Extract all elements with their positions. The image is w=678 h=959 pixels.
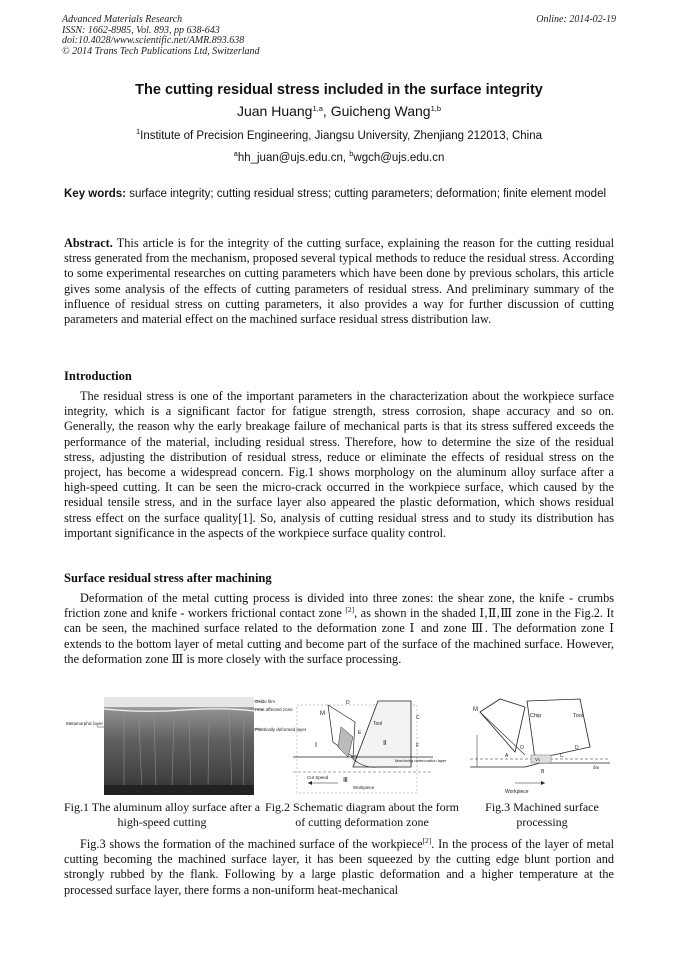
author-sep: , bbox=[322, 103, 331, 119]
affiliation bbox=[0, 127, 678, 142]
fig2-label-cut-speed: Cut Speed bbox=[307, 775, 329, 780]
copyright: © 2014 Trans Tech Publications Ltd, Switzerland bbox=[62, 45, 260, 57]
issn: ISSN: 1662-8985, Vol. 893, pp 638-643 bbox=[62, 24, 220, 36]
fig3-label-tool: Tool bbox=[573, 713, 584, 719]
author-2: Guicheng Wang bbox=[330, 103, 431, 119]
abstract-text: This article is for the integrity of the cutting surface, explaining the reason for the cutting residual stress generated from the mechanism, proposed several typical methods to reduce the residual stress. According to some experimental researches on cutting parameters which have been done by previous scholars, this article gives some analysis of the effects of cutting parameters of residual stress. And preliminary summary of the influence of residual stress on cutting parameters, it also provides a way for further discussion of cutting parameters and material effect on the machined surface residual stress distribution law. bbox=[64, 236, 614, 327]
journal-header bbox=[62, 15, 260, 57]
paper-title: The cutting residual stress included in the surface integrity bbox=[135, 82, 543, 98]
fig3-label-d: D bbox=[575, 745, 579, 751]
author-1-sup: 1,a bbox=[312, 104, 323, 113]
fig2-label-m: M bbox=[320, 711, 325, 717]
email-a: hh_juan@ujs.edu.cn bbox=[237, 152, 343, 164]
fig3-label-chip: Chip bbox=[530, 713, 542, 719]
fig2-zone-2: Ⅱ bbox=[383, 740, 387, 747]
figure-2-caption: Fig.2 Schematic diagram about the form of cutting deformation zone bbox=[265, 800, 459, 829]
author-1: Juan Huang bbox=[236, 103, 313, 119]
email-b-sup: b bbox=[349, 149, 354, 158]
fig3-label-b: B bbox=[541, 769, 545, 775]
fig2-label-d: D bbox=[346, 700, 350, 706]
intro-heading: Introduction bbox=[64, 369, 132, 383]
online-date: Online: 2014-02-19 bbox=[536, 14, 616, 25]
fig2-zone-1: Ⅰ bbox=[315, 742, 318, 749]
figure-3-caption: Fig.3 Machined surface processing bbox=[485, 800, 599, 829]
fig2-label-e: E bbox=[358, 730, 362, 736]
section-paragraph bbox=[64, 591, 614, 667]
intro-paragraph: The residual stress is one of the important parameters in the characterization about the workpiece surface integrity, which is a significant factor for fatigue strength, stress corrosion, shape accuracy and so on. Generally, the reason why the early breakage failure of mechanical parts is that its stress suffered exceeds the performance of the material, including residual stress. Therefore, how to determine the size of the residual stress, adjusting the distribution of residual stress, reduce or eliminate the effects of residual stress on the project, has become a widespread concern. Fig.1 shows morphology on the aluminum alloy surface after a high-speed cutting. It can be seen the micro-crack occurred in the workpiece surface, which caused by the residual tensile stress, and in the surface layer also appeared the plastic deformation, which shows residual stress effect on the surface quality[1]. So, analysis of cutting residual stress and to study its distribution has important significance in the aspects of the workpiece surface quality control. bbox=[64, 389, 614, 540]
section-text-2: , as shown in the shaded Ⅰ,Ⅱ,Ⅲ zone in the Fig.2. It can be seen, the machined surface related to the deformation zone Ⅰ and zone Ⅲ. The deformation zone Ⅰ extends to the bottom layer of metal cutting and become part of the surface of the machined surface. However, the deformation zone Ⅲ is more closely with the surface processing. bbox=[64, 606, 615, 666]
affiliation-sup: 1 bbox=[135, 127, 141, 136]
fig2-label-tool: Tool bbox=[373, 721, 383, 727]
fig3-label-workpiece: Workpiece bbox=[505, 789, 529, 795]
fig3-paragraph-ref: [2] bbox=[422, 836, 432, 845]
figure-1-caption: Fig.1 The aluminum alloy surface after a high-speed cutting bbox=[63, 800, 261, 829]
fig3-paragraph bbox=[64, 837, 614, 898]
fig3-paragraph-text-1: Fig.3 shows the formation of the machined surface of the workpiece bbox=[80, 837, 423, 851]
section-text-1: Deformation of the metal cutting process is divided into three zones: the shear zone, the knife - crumbs friction zone and knife - workers frictional contact zone bbox=[64, 591, 614, 621]
fig3-label-c: C bbox=[560, 753, 564, 759]
fig1-label-plastic: Plastically deformed layer bbox=[255, 727, 307, 732]
fig3-label-m: M bbox=[473, 707, 478, 713]
keywords-text: surface integrity; cutting residual stress; cutting parameters; deformation; finite element model bbox=[126, 188, 607, 200]
fig3-paragraph-text-2: . In the process of the layer of metal cutting becoming the machined surface layer, it has been squeezed by the cutting edge blunt portion and strongly rubbed by the flank. Following by a large plastic deformation and a higher temperature at the processed surface layer, there forms a non-uniform heat-mechanical bbox=[64, 837, 614, 897]
figure-1-micrograph bbox=[64, 697, 307, 797]
fig2-label-machining-layer: Machining deterioration layer bbox=[395, 758, 447, 763]
keywords-label: Key words: bbox=[64, 188, 126, 200]
section-ref: [2] bbox=[345, 605, 355, 615]
fig2-label-o: O bbox=[353, 755, 357, 761]
fig3-label-a: A bbox=[505, 753, 509, 759]
authors bbox=[0, 103, 678, 119]
fig3-label-o: O bbox=[520, 745, 524, 751]
fig1-label-heat: Heat affected zone bbox=[255, 707, 293, 712]
doi: doi:10.4028/www.scientific.net/AMR.893.638 bbox=[62, 35, 245, 46]
affiliation-text: Institute of Precision Engineering, Jiangsu University, Zhenjiang 212013, China bbox=[140, 130, 543, 142]
figure-3-machined-surface bbox=[465, 697, 615, 797]
fig2-label-workpiece: Workpiece bbox=[353, 785, 375, 790]
fig3-label-dm: δm bbox=[593, 765, 600, 770]
fig1-label-oxide: Oxide film bbox=[255, 699, 276, 704]
fig2-zone-3: Ⅲ bbox=[343, 777, 348, 784]
abstract-label: Abstract. bbox=[64, 236, 113, 250]
email-a-sup: a bbox=[233, 149, 238, 158]
figure-2-schematic bbox=[283, 697, 447, 797]
section-heading: Surface residual stress after machining bbox=[64, 571, 272, 585]
abstract bbox=[64, 236, 614, 327]
fig3-label-vc: Vc bbox=[535, 757, 541, 762]
fig1-label-metamorphic: Metamorphic layer bbox=[66, 721, 104, 726]
fig2-label-c: C bbox=[416, 715, 420, 721]
email-sep: , bbox=[342, 152, 350, 164]
email-b: wgch@ujs.edu.cn bbox=[353, 152, 445, 164]
journal-name: Advanced Materials Research bbox=[62, 14, 183, 25]
keywords bbox=[64, 187, 614, 202]
fig2-label-f: F bbox=[416, 743, 420, 749]
author-2-sup: 1,b bbox=[430, 104, 442, 113]
emails bbox=[0, 149, 678, 164]
